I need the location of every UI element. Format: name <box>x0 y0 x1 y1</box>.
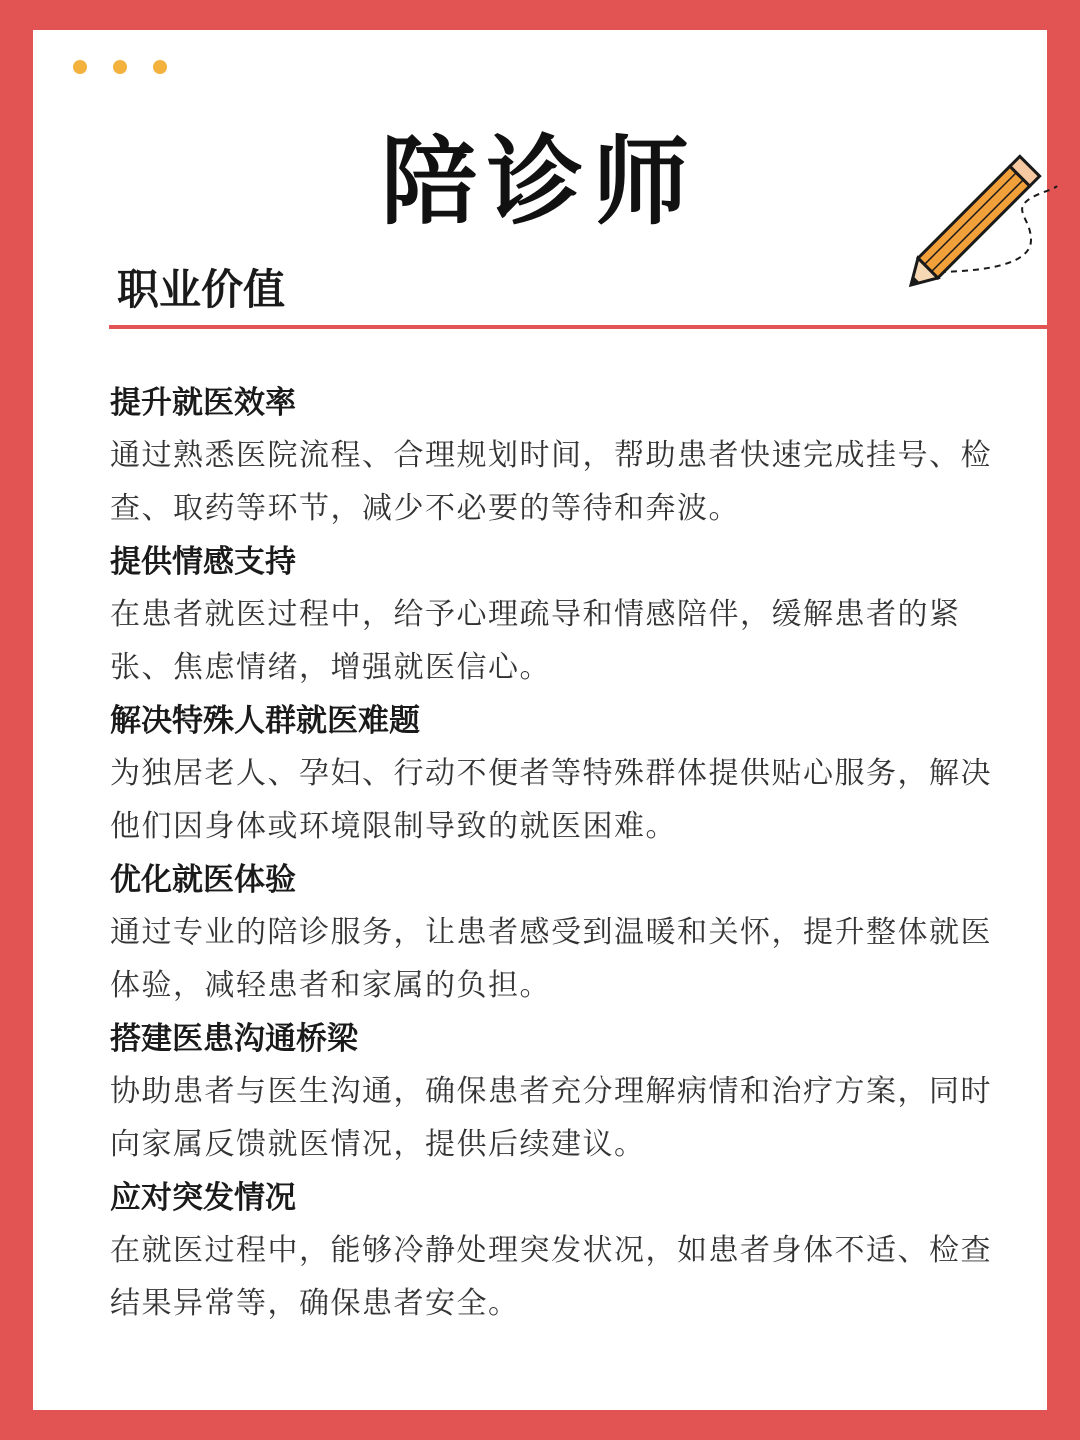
item-title: 提供情感支持 <box>110 544 296 580</box>
pencil-icon <box>881 140 1061 320</box>
item-title: 应对突发情况 <box>110 1180 296 1216</box>
item-body: 通过专业的陪诊服务，让患者感受到温暖和关怀，提升整体就医体验，减轻患者和家属的负担。 <box>110 915 992 1003</box>
item-title: 解决特殊人群就医难题 <box>110 703 420 739</box>
item-body: 为独居老人、孕妇、行动不便者等特殊群体提供贴心服务，解决他们因身体或环境限制导致的就医困难。 <box>110 756 992 844</box>
list-item <box>110 1013 1010 1171</box>
item-body: 协助患者与医生沟通，确保患者充分理解病情和治疗方案，同时向家属反馈就医情况，提供后续建议。 <box>110 1074 992 1162</box>
list-item <box>110 854 1010 1012</box>
dot-icon <box>153 60 167 74</box>
dot-icon <box>113 60 127 74</box>
item-title: 提升就医效率 <box>110 385 296 421</box>
dot-icon <box>73 60 87 74</box>
list-item <box>110 1172 1010 1330</box>
item-title: 优化就医体验 <box>110 862 296 898</box>
item-body: 在患者就医过程中，给予心理疏导和情感陪伴，缓解患者的紧张、焦虑情绪，增强就医信心。 <box>110 597 961 685</box>
content-card <box>33 30 1047 1410</box>
dots-decoration-icon <box>73 60 167 74</box>
list-item <box>110 695 1010 853</box>
page-title: 陪诊师 <box>381 126 699 238</box>
item-title: 搭建医患沟通桥梁 <box>110 1021 358 1057</box>
section-heading: 职业价值 <box>117 265 286 314</box>
section-divider <box>109 325 1047 329</box>
list-item <box>110 536 1010 694</box>
list-item <box>110 377 1010 535</box>
item-body: 在就医过程中，能够冷静处理突发状况，如患者身体不适、检查结果异常等，确保患者安全。 <box>110 1233 992 1321</box>
value-list <box>110 377 1010 1331</box>
item-body: 通过熟悉医院流程、合理规划时间，帮助患者快速完成挂号、检查、取药等环节，减少不必要的等待和奔波。 <box>110 438 992 526</box>
